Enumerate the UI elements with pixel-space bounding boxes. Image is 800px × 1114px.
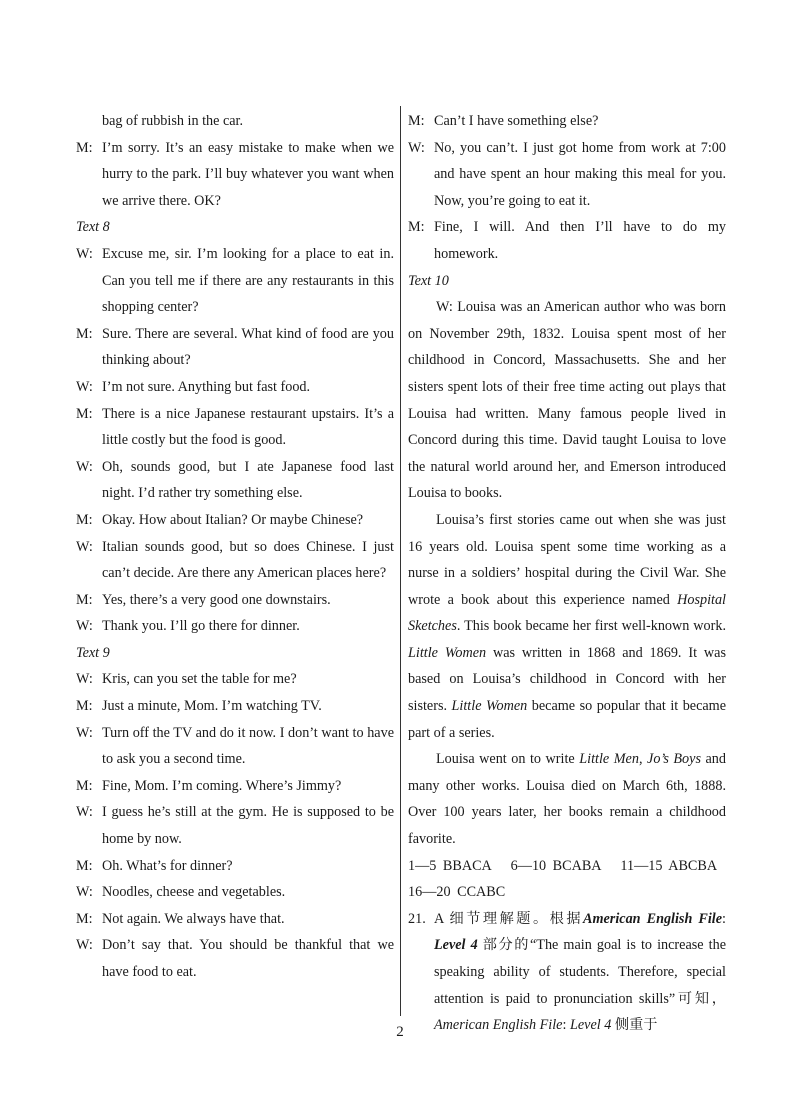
dialogue-line: W: No, you can’t. I just got home from work at 7:00 and have spent an hour making this meal for you. Now, you’re going to eat it. <box>408 139 726 209</box>
passage-paragraph: W: Louisa was an American author who was born on November 29th, 1832. Louisa spent most of her childhood in Concord, Massachusetts. She and her sisters spent lots of their free time acting out plays that Louisa had written. Many famous people lived in Concord during this time. David taught Louisa to love the natural world around her, and Emerson introduced Louisa to books. <box>408 299 726 502</box>
passage-paragraph: Louisa’s first stories came out when she was just 16 years old. Louisa spent some time working as a nurse in a soldiers’ hospital during the Civil War. She wrote a book about this experience named Hospital Sketches. This book became her first well-known work. Little Women was written in 1868 and 1869. It was based on Louisa’s childhood in Concord with her sisters. Little Women became so popular that it became part of a series. <box>408 511 727 741</box>
answer-key-line: 16—20 CCABC <box>408 884 506 901</box>
passage-paragraph: Louisa went on to write Little Men, Jo’s Boys and many other works. Louisa died on March 6th, 1888. Over 100 years later, her books remain a childhood favorite. <box>408 751 726 848</box>
text9-heading: Text 9 <box>76 644 110 661</box>
dialogue-line: M: Sure. There are several. What kind of food are you thinking about? <box>76 325 394 369</box>
dialogue-line: M: There is a nice Japanese restaurant upstairs. It’s a little costly but the food is good. <box>76 405 394 449</box>
dialogue-line: M: Oh. What’s for dinner? <box>76 857 233 874</box>
left-column <box>76 108 394 986</box>
dialogue-line: W: I’m not sure. Anything but fast food. <box>76 378 311 395</box>
dialogue-line: W: I guess he’s still at the gym. He is supposed to be home by now. <box>76 804 394 848</box>
text8-heading: Text 8 <box>76 219 110 236</box>
dialogue-line: M: Just a minute, Mom. I’m watching TV. <box>76 698 322 715</box>
dialogue-line: W: Italian sounds good, but so does Chinese. I just can’t decide. Are there any American places here? <box>76 538 394 582</box>
right-column <box>408 108 726 1039</box>
page-number: 2 <box>396 1024 404 1040</box>
dialogue-line: M: Not again. We always have that. <box>76 910 285 927</box>
answer-key-line: 1—5 BBACA 6—10 BCABA 11—15 ABCBA <box>408 857 718 874</box>
dialogue-line: M: I’m sorry. It’s an easy mistake to make when we hurry to the park. I’ll buy whatever you want when we arrive there. OK? <box>76 139 394 209</box>
dialogue-line: bag of rubbish in the car. <box>102 113 244 129</box>
dialogue-line: M: Can’t I have something else? <box>408 113 599 129</box>
column-divider <box>400 106 401 1016</box>
dialogue-line: M: Yes, there’s a very good one downstairs. <box>76 591 331 608</box>
dialogue-line: M: Fine, I will. And then I’ll have to do my homework. <box>408 219 726 262</box>
dialogue-line: M: Fine, Mom. I’m coming. Where’s Jimmy? <box>76 777 342 794</box>
dialogue-line: W: Turn off the TV and do it now. I don’t want to have to ask you a second time. <box>76 724 394 768</box>
dialogue-line: W: Kris, can you set the table for me? <box>76 671 297 688</box>
dialogue-line: W: Noodles, cheese and vegetables. <box>76 884 286 901</box>
dialogue-line: M: Okay. How about Italian? Or maybe Chinese? <box>76 511 364 528</box>
dialogue-line: W: Thank you. I’ll go there for dinner. <box>76 618 300 635</box>
dialogue-line: W: Oh, sounds good, but I ate Japanese food last night. I’d rather try something else. <box>76 458 394 502</box>
dialogue-line: W: Don’t say that. You should be thankful that we have food to eat. <box>76 937 394 980</box>
question-21-explanation: 21. A 细节理解题。根据American English File: Level 4 部分的“The main goal is to increase the speaking ability of students. Therefore, special attention is paid to pronunciation skills”可知，American English File: Level 4 侧重于 <box>408 910 726 1034</box>
dialogue-line: W: Excuse me, sir. I’m looking for a place to eat in. Can you tell me if there are any restaurants in this shopping center? <box>76 245 394 316</box>
text10-heading: Text 10 <box>408 272 449 289</box>
